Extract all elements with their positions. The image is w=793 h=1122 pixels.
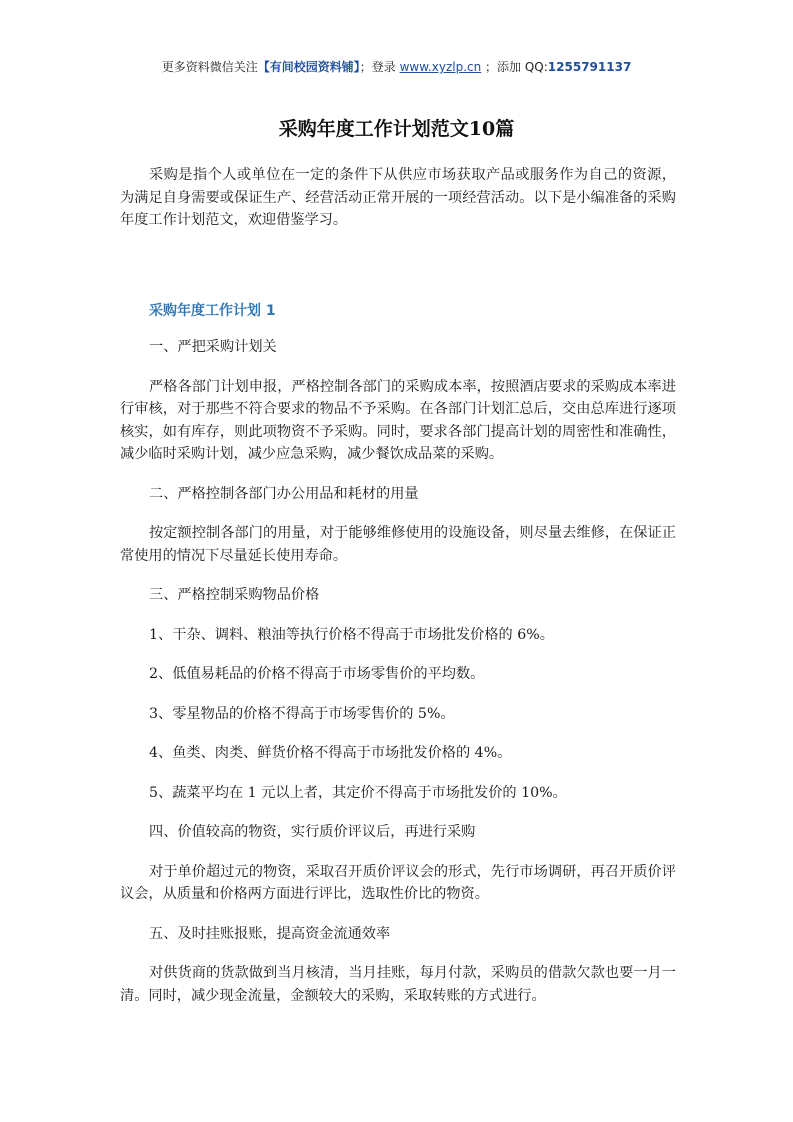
list-item: 1、干杂、调料、粮油等执行价格不得高于市场批发价格的 6%。 [149,626,554,643]
subheading: 四、价值较高的物资，实行质价评议后，再进行采购 [149,824,476,840]
header-add-label: ；添加 QQ: [485,60,548,74]
subheading: 一、严把采购计划关 [149,339,277,355]
header-login-label: ；登录 [359,60,396,74]
document-body [120,164,676,1024]
header-prefix: 更多资料微信关注 [161,60,258,74]
list-item: 4、鱼类、肉类、鲜货价格不得高于市场批发价格的 4%。 [149,745,512,761]
list-item: 2、低值易耗品的价格不得高于市场零售价的平均数。 [149,666,485,682]
body-paragraph: 对供货商的货款做到当月核清，当月挂账，每月付款，采购员的借款欠款也要一月一清。同时，减少现金流量，金额较大的采购，采取转账的方式进行。 [120,965,676,1004]
intro-paragraph: 采购是指个人或单位在一定的条件下从供应市场获取产品或服务作为自己的资源， 为满足自身需要或保证生产、经营活动正常开展的一项经营活动。以下是小编准备的采购年度工作计划范文，欢迎借鉴学习。 [120,167,676,228]
header-qq-number: 1255791137 [547,60,632,74]
body-paragraph: 严格各部门计划申报，严格控制各部门的采购成本率，按照酒店要求的采购成本率进行审核，对于那些不符合要求的物品不予采购。在各部门计划汇总后，交由总库进行逐项核实，如有库存，则此项物资不予采购。同时，要求各部门提高计划的周密性和准确性，减少临时采购计划，减少应急采购，减少餐饮成品菜的采购。 [120,378,676,462]
subheading: 五、及时挂账报账，提高资金流通效率 [149,925,391,942]
page-header [0,58,793,75]
document-title: 采购年度工作计划范文10篇 [278,118,515,140]
body-paragraph: 按定额控制各部门的用量，对于能够维修使用的设施设备，则尽量去维修，在保证正常使用的情况下尽量延长使用寿命。 [120,525,676,564]
list-item: 3、零星物品的价格不得高于市场零售价的 5%。 [149,705,455,722]
body-paragraph: 对于单价超过元的物资，采取召开质价评议会的形式，先行市场调研，再召开质价评议会，从质量和价格两方面进行评比，选取性价比的物资。 [120,863,676,902]
list-item: 5、蔬菜平均在 1 元以上者，其定价不得高于市场批发价的 10%。 [149,784,567,801]
header-brand: 【有间校园资料铺】 [257,60,360,74]
subheading: 二、严格控制各部门办公用品和耗材的用量 [149,485,419,502]
subheading: 三、严格控制采购物品价格 [149,587,320,603]
section-heading: 采购年度工作计划 1 [149,302,276,319]
header-site-link[interactable]: www.xyzlp.cn [399,60,482,74]
